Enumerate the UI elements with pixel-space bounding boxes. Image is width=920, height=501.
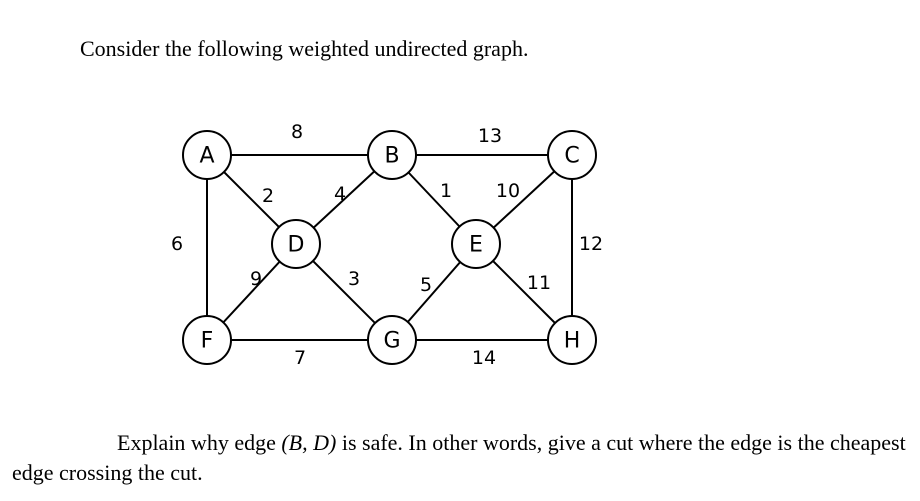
node-c (548, 131, 596, 179)
node-d (272, 220, 320, 268)
node-e (452, 220, 500, 268)
node-h-label: H (563, 328, 581, 354)
weight-g-h: 14 (471, 347, 497, 369)
intro-text: Consider the following weighted undirected graph. (80, 36, 529, 61)
node-e-label: E (469, 232, 483, 258)
question-text (12, 428, 912, 488)
node-a-label: A (199, 143, 215, 169)
graph-nodes (183, 131, 596, 364)
weight-d-f: 9 (249, 268, 263, 290)
weight-c-h: 12 (578, 233, 604, 255)
weight-d-g: 3 (347, 268, 361, 290)
node-d-label: D (287, 232, 305, 258)
weight-a-f: 6 (170, 233, 184, 255)
question-prefix: Explain why edge (117, 430, 282, 455)
weight-a-d: 2 (261, 185, 275, 207)
node-b-label: B (384, 143, 400, 169)
weight-a-b: 8 (290, 121, 304, 143)
node-f-label: F (200, 328, 214, 354)
question-suffix: is safe. In other words, give a cut where the edge is the cheapest edge crossing the cut. (12, 430, 906, 485)
node-h (548, 316, 596, 364)
weight-e-g: 5 (419, 274, 433, 296)
node-f (183, 316, 231, 364)
node-g-label: G (383, 328, 401, 354)
weight-b-c: 13 (477, 125, 503, 147)
weight-c-e: 10 (495, 180, 521, 202)
question-edge: (B, D) (281, 430, 337, 455)
node-c-label: C (564, 143, 580, 169)
weight-b-d: 4 (333, 183, 347, 205)
node-b (368, 131, 416, 179)
weight-b-e: 1 (439, 180, 453, 202)
weight-e-h: 11 (526, 272, 552, 294)
weight-f-g: 7 (293, 347, 307, 369)
node-g (368, 316, 416, 364)
node-a (183, 131, 231, 179)
